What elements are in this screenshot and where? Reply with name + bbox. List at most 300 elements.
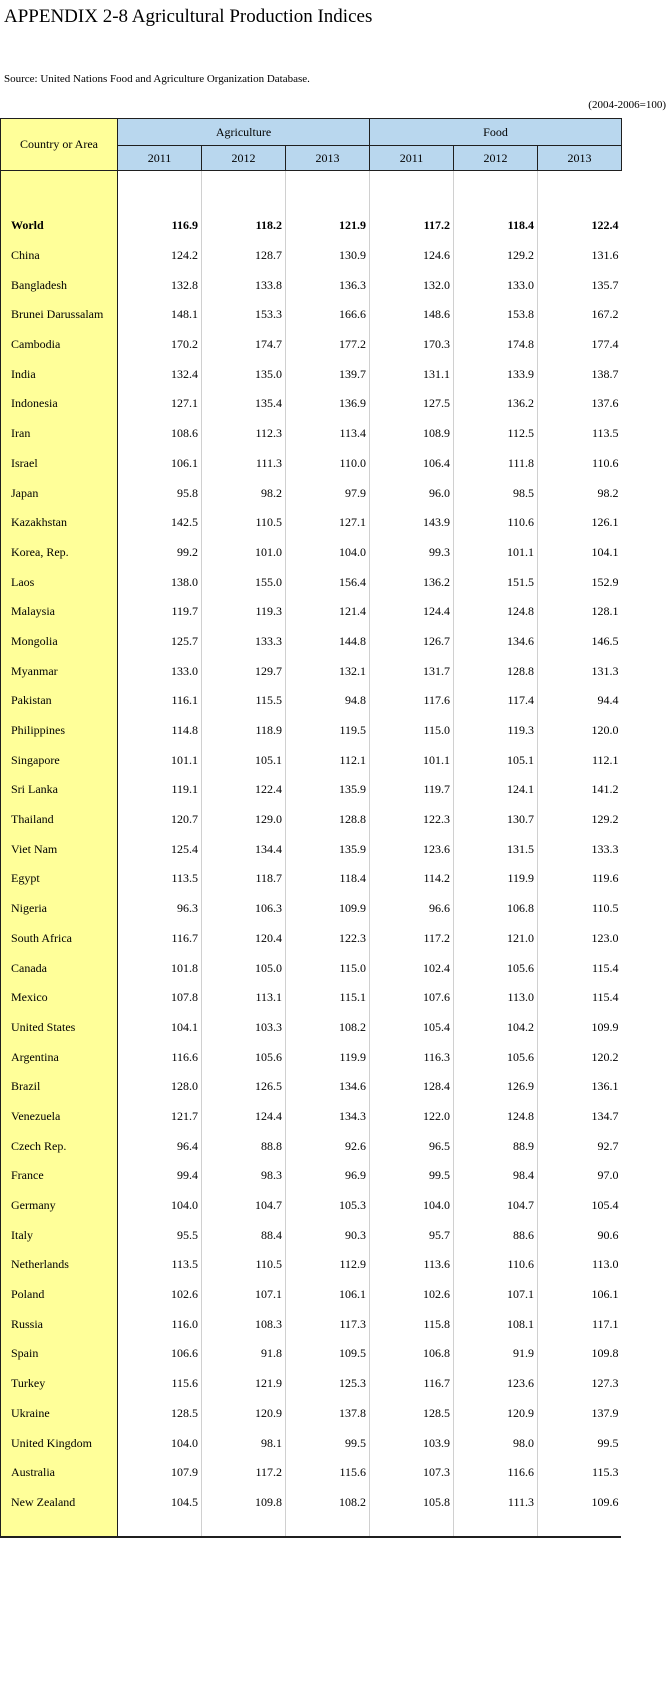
table-row xyxy=(1,270,622,300)
food-index-cell: 124.4 xyxy=(370,597,454,627)
agriculture-index-cell: 117.3 xyxy=(286,1309,370,1339)
agriculture-index-cell: 118.2 xyxy=(202,211,286,241)
agriculture-index-cell: 134.3 xyxy=(286,1102,370,1132)
agriculture-index-cell: 105.1 xyxy=(202,745,286,775)
food-index-cell: 153.8 xyxy=(454,300,538,330)
agriculture-index-cell: 133.3 xyxy=(202,627,286,657)
agriculture-index-cell: 121.9 xyxy=(202,1369,286,1399)
country-name: Indonesia xyxy=(1,389,118,419)
table-row xyxy=(1,241,622,271)
food-index-cell: 170.3 xyxy=(370,330,454,360)
agriculture-index-cell: 174.7 xyxy=(202,330,286,360)
food-index-cell: 90.6 xyxy=(538,1220,622,1250)
food-index-cell: 97.0 xyxy=(538,1161,622,1191)
agriculture-index-cell: 106.6 xyxy=(118,1339,202,1369)
food-index-cell: 111.3 xyxy=(454,1488,538,1518)
country-name: Germany xyxy=(1,1191,118,1221)
agriculture-index-cell: 125.3 xyxy=(286,1369,370,1399)
filler-cell xyxy=(118,1517,202,1536)
food-index-cell: 117.6 xyxy=(370,686,454,716)
food-index-cell: 105.4 xyxy=(538,1191,622,1221)
country-name: Poland xyxy=(1,1280,118,1310)
food-index-cell: 128.4 xyxy=(370,1072,454,1102)
agriculture-index-cell: 110.5 xyxy=(202,1250,286,1280)
agriculture-index-cell: 129.0 xyxy=(202,805,286,835)
spacer-row xyxy=(1,171,622,212)
agriculture-index-cell: 113.1 xyxy=(202,983,286,1013)
agriculture-index-cell: 125.7 xyxy=(118,627,202,657)
filler-cell xyxy=(1,1517,118,1536)
table-row xyxy=(1,1399,622,1429)
table-row xyxy=(1,419,622,449)
food-index-cell: 114.2 xyxy=(370,864,454,894)
food-index-cell: 126.9 xyxy=(454,1072,538,1102)
food-index-cell: 123.6 xyxy=(370,834,454,864)
source-note: Source: United Nations Food and Agriculture Organization Database. xyxy=(4,73,310,85)
agriculture-index-cell: 94.8 xyxy=(286,686,370,716)
country-name: Kazakhstan xyxy=(1,508,118,538)
country-name: Mongolia xyxy=(1,627,118,657)
country-name: United Kingdom xyxy=(1,1428,118,1458)
agriculture-index-cell: 108.2 xyxy=(286,1013,370,1043)
spacer-cell xyxy=(538,171,622,212)
table-row xyxy=(1,1072,622,1102)
food-index-cell: 116.6 xyxy=(454,1458,538,1488)
food-index-cell: 115.8 xyxy=(370,1309,454,1339)
country-name: Czech Rep. xyxy=(1,1131,118,1161)
food-index-cell: 134.7 xyxy=(538,1102,622,1132)
agriculture-index-cell: 88.8 xyxy=(202,1131,286,1161)
table-row xyxy=(1,894,622,924)
agriculture-index-cell: 107.1 xyxy=(202,1280,286,1310)
food-index-cell: 112.5 xyxy=(454,419,538,449)
agriculture-index-cell: 98.2 xyxy=(202,478,286,508)
table-row xyxy=(1,627,622,657)
agriculture-index-cell: 135.4 xyxy=(202,389,286,419)
food-index-cell: 127.5 xyxy=(370,389,454,419)
agriculture-index-cell: 120.4 xyxy=(202,924,286,954)
food-index-cell: 102.6 xyxy=(370,1280,454,1310)
agriculture-index-cell: 95.5 xyxy=(118,1220,202,1250)
food-index-cell: 128.1 xyxy=(538,597,622,627)
country-name: Korea, Rep. xyxy=(1,538,118,568)
agriculture-index-cell: 115.6 xyxy=(118,1369,202,1399)
agriculture-index-cell: 104.5 xyxy=(118,1488,202,1518)
country-name: Israel xyxy=(1,449,118,479)
food-index-cell: 136.2 xyxy=(454,389,538,419)
food-index-cell: 131.5 xyxy=(454,834,538,864)
country-name: Malaysia xyxy=(1,597,118,627)
food-index-cell: 117.2 xyxy=(370,924,454,954)
food-index-cell: 122.0 xyxy=(370,1102,454,1132)
table-row xyxy=(1,478,622,508)
year-header: 2013 xyxy=(538,146,622,171)
agriculture-index-cell: 120.9 xyxy=(202,1399,286,1429)
country-name: World xyxy=(1,211,118,241)
agriculture-index-cell: 129.7 xyxy=(202,656,286,686)
table-row xyxy=(1,330,622,360)
agriculture-index-cell: 122.4 xyxy=(202,775,286,805)
country-name: Argentina xyxy=(1,1042,118,1072)
agriculture-index-cell: 104.7 xyxy=(202,1191,286,1221)
agriculture-index-cell: 121.4 xyxy=(286,597,370,627)
country-name: Australia xyxy=(1,1458,118,1488)
table-row xyxy=(1,1042,622,1072)
agriculture-index-cell: 105.6 xyxy=(202,1042,286,1072)
food-index-cell: 88.6 xyxy=(454,1220,538,1250)
agriculture-group-header: Agriculture xyxy=(118,119,370,146)
food-index-cell: 131.1 xyxy=(370,359,454,389)
food-index-cell: 131.6 xyxy=(538,241,622,271)
food-index-cell: 119.3 xyxy=(454,716,538,746)
table-row xyxy=(1,1369,622,1399)
food-index-cell: 113.0 xyxy=(538,1250,622,1280)
food-index-cell: 109.6 xyxy=(538,1488,622,1518)
table-row xyxy=(1,1131,622,1161)
agriculture-index-cell: 101.8 xyxy=(118,953,202,983)
food-index-cell: 111.8 xyxy=(454,449,538,479)
agriculture-index-cell: 117.2 xyxy=(202,1458,286,1488)
food-index-cell: 127.3 xyxy=(538,1369,622,1399)
food-index-cell: 112.1 xyxy=(538,745,622,775)
food-index-cell: 106.4 xyxy=(370,449,454,479)
page-title: APPENDIX 2-8 Agricultural Production Indices xyxy=(4,6,373,27)
spacer-cell xyxy=(118,171,202,212)
food-index-cell: 102.4 xyxy=(370,953,454,983)
spacer-cell xyxy=(1,171,118,212)
table-row xyxy=(1,508,622,538)
food-index-cell: 131.3 xyxy=(538,656,622,686)
table-row xyxy=(1,538,622,568)
food-index-cell: 115.4 xyxy=(538,953,622,983)
food-index-cell: 106.8 xyxy=(370,1339,454,1369)
food-index-cell: 177.4 xyxy=(538,330,622,360)
agriculture-index-cell: 109.5 xyxy=(286,1339,370,1369)
agriculture-index-cell: 136.9 xyxy=(286,389,370,419)
food-index-cell: 133.3 xyxy=(538,834,622,864)
food-index-cell: 105.6 xyxy=(454,1042,538,1072)
table-row xyxy=(1,1161,622,1191)
agriculture-index-cell: 90.3 xyxy=(286,1220,370,1250)
agriculture-index-cell: 119.1 xyxy=(118,775,202,805)
table-row xyxy=(1,597,622,627)
filler-cell xyxy=(202,1517,286,1536)
food-index-cell: 110.6 xyxy=(454,508,538,538)
food-index-cell: 117.4 xyxy=(454,686,538,716)
table-row xyxy=(1,775,622,805)
country-name: Pakistan xyxy=(1,686,118,716)
food-index-cell: 108.1 xyxy=(454,1309,538,1339)
food-index-cell: 110.6 xyxy=(538,449,622,479)
filler-cell xyxy=(538,1517,622,1536)
food-index-cell: 122.3 xyxy=(370,805,454,835)
table-row xyxy=(1,1428,622,1458)
food-index-cell: 124.1 xyxy=(454,775,538,805)
food-index-cell: 110.5 xyxy=(538,894,622,924)
table-row xyxy=(1,686,622,716)
food-group-header: Food xyxy=(370,119,622,146)
food-index-cell: 137.9 xyxy=(538,1399,622,1429)
indices-table xyxy=(0,118,622,1536)
food-index-cell: 107.1 xyxy=(454,1280,538,1310)
table-row xyxy=(1,716,622,746)
table-row xyxy=(1,924,622,954)
country-name: New Zealand xyxy=(1,1488,118,1518)
agriculture-index-cell: 101.0 xyxy=(202,538,286,568)
table-row xyxy=(1,211,622,241)
country-name: Sri Lanka xyxy=(1,775,118,805)
table-row xyxy=(1,1013,622,1043)
agriculture-index-cell: 104.1 xyxy=(118,1013,202,1043)
agriculture-index-cell: 139.7 xyxy=(286,359,370,389)
food-index-cell: 113.5 xyxy=(538,419,622,449)
table-row xyxy=(1,449,622,479)
country-name: Turkey xyxy=(1,1369,118,1399)
food-index-cell: 124.8 xyxy=(454,597,538,627)
food-index-cell: 105.8 xyxy=(370,1488,454,1518)
agriculture-index-cell: 91.8 xyxy=(202,1339,286,1369)
agriculture-index-cell: 113.4 xyxy=(286,419,370,449)
food-index-cell: 124.6 xyxy=(370,241,454,271)
agriculture-index-cell: 101.1 xyxy=(118,745,202,775)
food-index-cell: 113.0 xyxy=(454,983,538,1013)
country-name: Iran xyxy=(1,419,118,449)
food-index-cell: 128.8 xyxy=(454,656,538,686)
filler-cell xyxy=(454,1517,538,1536)
food-index-cell: 109.9 xyxy=(538,1013,622,1043)
agriculture-index-cell: 127.1 xyxy=(118,389,202,419)
table-row xyxy=(1,805,622,835)
agriculture-index-cell: 144.8 xyxy=(286,627,370,657)
agriculture-index-cell: 116.9 xyxy=(118,211,202,241)
agriculture-index-cell: 112.3 xyxy=(202,419,286,449)
table-row xyxy=(1,1280,622,1310)
food-index-cell: 131.7 xyxy=(370,656,454,686)
agriculture-index-cell: 177.2 xyxy=(286,330,370,360)
food-index-cell: 96.5 xyxy=(370,1131,454,1161)
food-index-cell: 108.9 xyxy=(370,419,454,449)
agriculture-index-cell: 155.0 xyxy=(202,567,286,597)
food-index-cell: 98.5 xyxy=(454,478,538,508)
agriculture-index-cell: 121.9 xyxy=(286,211,370,241)
agriculture-index-cell: 112.1 xyxy=(286,745,370,775)
country-name: United States xyxy=(1,1013,118,1043)
agriculture-index-cell: 118.9 xyxy=(202,716,286,746)
agriculture-index-cell: 92.6 xyxy=(286,1131,370,1161)
food-index-cell: 126.7 xyxy=(370,627,454,657)
food-index-cell: 174.8 xyxy=(454,330,538,360)
indices-table-container xyxy=(0,118,621,1537)
food-index-cell: 104.2 xyxy=(454,1013,538,1043)
food-index-cell: 92.7 xyxy=(538,1131,622,1161)
agriculture-index-cell: 99.2 xyxy=(118,538,202,568)
food-index-cell: 101.1 xyxy=(454,538,538,568)
food-index-cell: 152.9 xyxy=(538,567,622,597)
agriculture-index-cell: 136.3 xyxy=(286,270,370,300)
agriculture-index-cell: 104.0 xyxy=(286,538,370,568)
food-index-cell: 117.2 xyxy=(370,211,454,241)
agriculture-index-cell: 115.1 xyxy=(286,983,370,1013)
country-name: Italy xyxy=(1,1220,118,1250)
agriculture-index-cell: 99.4 xyxy=(118,1161,202,1191)
table-row xyxy=(1,1191,622,1221)
food-index-cell: 103.9 xyxy=(370,1428,454,1458)
filler-row xyxy=(1,1517,622,1536)
agriculture-index-cell: 128.7 xyxy=(202,241,286,271)
agriculture-index-cell: 116.0 xyxy=(118,1309,202,1339)
food-index-cell: 99.3 xyxy=(370,538,454,568)
table-row xyxy=(1,745,622,775)
agriculture-index-cell: 115.0 xyxy=(286,953,370,983)
food-index-cell: 99.5 xyxy=(538,1428,622,1458)
agriculture-index-cell: 166.6 xyxy=(286,300,370,330)
food-index-cell: 98.2 xyxy=(538,478,622,508)
country-column-header: Country or Area xyxy=(1,119,118,171)
food-index-cell: 104.7 xyxy=(454,1191,538,1221)
agriculture-index-cell: 102.6 xyxy=(118,1280,202,1310)
agriculture-index-cell: 109.8 xyxy=(202,1488,286,1518)
agriculture-index-cell: 126.5 xyxy=(202,1072,286,1102)
food-index-cell: 141.2 xyxy=(538,775,622,805)
food-index-cell: 118.4 xyxy=(454,211,538,241)
food-index-cell: 101.1 xyxy=(370,745,454,775)
table-row xyxy=(1,953,622,983)
table-row xyxy=(1,1250,622,1280)
country-name: Egypt xyxy=(1,864,118,894)
table-row xyxy=(1,1309,622,1339)
agriculture-index-cell: 130.9 xyxy=(286,241,370,271)
food-index-cell: 123.0 xyxy=(538,924,622,954)
agriculture-index-cell: 132.1 xyxy=(286,656,370,686)
base-period-note: (2004-2006=100) xyxy=(588,99,666,111)
country-name: Cambodia xyxy=(1,330,118,360)
food-index-cell: 116.3 xyxy=(370,1042,454,1072)
country-name: Brunei Darussalam xyxy=(1,300,118,330)
spacer-cell xyxy=(370,171,454,212)
agriculture-index-cell: 118.4 xyxy=(286,864,370,894)
food-index-cell: 105.6 xyxy=(454,953,538,983)
agriculture-index-cell: 111.3 xyxy=(202,449,286,479)
agriculture-index-cell: 114.8 xyxy=(118,716,202,746)
agriculture-index-cell: 96.9 xyxy=(286,1161,370,1191)
food-index-cell: 96.0 xyxy=(370,478,454,508)
spacer-cell xyxy=(202,171,286,212)
agriculture-index-cell: 96.3 xyxy=(118,894,202,924)
food-index-cell: 115.3 xyxy=(538,1458,622,1488)
agriculture-index-cell: 132.4 xyxy=(118,359,202,389)
country-name: Russia xyxy=(1,1309,118,1339)
year-header: 2012 xyxy=(202,146,286,171)
table-row xyxy=(1,300,622,330)
year-header: 2012 xyxy=(454,146,538,171)
food-index-cell: 151.5 xyxy=(454,567,538,597)
food-index-cell: 167.2 xyxy=(538,300,622,330)
agriculture-index-cell: 124.2 xyxy=(118,241,202,271)
food-index-cell: 91.9 xyxy=(454,1339,538,1369)
filler-cell xyxy=(286,1517,370,1536)
food-index-cell: 88.9 xyxy=(454,1131,538,1161)
food-index-cell: 105.4 xyxy=(370,1013,454,1043)
table-body xyxy=(1,171,622,1537)
food-index-cell: 129.2 xyxy=(538,805,622,835)
food-index-cell: 104.0 xyxy=(370,1191,454,1221)
food-index-cell: 136.2 xyxy=(370,567,454,597)
country-name: Spain xyxy=(1,1339,118,1369)
agriculture-index-cell: 104.0 xyxy=(118,1428,202,1458)
agriculture-index-cell: 96.4 xyxy=(118,1131,202,1161)
country-name: Viet Nam xyxy=(1,834,118,864)
food-index-cell: 138.7 xyxy=(538,359,622,389)
agriculture-index-cell: 106.3 xyxy=(202,894,286,924)
food-index-cell: 122.4 xyxy=(538,211,622,241)
agriculture-index-cell: 97.9 xyxy=(286,478,370,508)
spacer-cell xyxy=(454,171,538,212)
agriculture-index-cell: 107.9 xyxy=(118,1458,202,1488)
food-index-cell: 119.7 xyxy=(370,775,454,805)
table-row xyxy=(1,389,622,419)
agriculture-index-cell: 99.5 xyxy=(286,1428,370,1458)
agriculture-index-cell: 128.8 xyxy=(286,805,370,835)
food-index-cell: 137.6 xyxy=(538,389,622,419)
agriculture-index-cell: 156.4 xyxy=(286,567,370,597)
food-index-cell: 135.7 xyxy=(538,270,622,300)
agriculture-index-cell: 108.3 xyxy=(202,1309,286,1339)
year-header: 2013 xyxy=(286,146,370,171)
food-index-cell: 129.2 xyxy=(454,241,538,271)
food-index-cell: 104.1 xyxy=(538,538,622,568)
agriculture-index-cell: 105.3 xyxy=(286,1191,370,1221)
agriculture-index-cell: 133.8 xyxy=(202,270,286,300)
food-index-cell: 133.9 xyxy=(454,359,538,389)
agriculture-index-cell: 134.4 xyxy=(202,834,286,864)
food-index-cell: 146.5 xyxy=(538,627,622,657)
table-row xyxy=(1,1339,622,1369)
agriculture-index-cell: 116.1 xyxy=(118,686,202,716)
agriculture-index-cell: 135.9 xyxy=(286,775,370,805)
agriculture-index-cell: 112.9 xyxy=(286,1250,370,1280)
agriculture-index-cell: 119.9 xyxy=(286,1042,370,1072)
agriculture-index-cell: 116.6 xyxy=(118,1042,202,1072)
food-index-cell: 128.5 xyxy=(370,1399,454,1429)
food-index-cell: 107.6 xyxy=(370,983,454,1013)
agriculture-index-cell: 104.0 xyxy=(118,1191,202,1221)
country-name: Venezuela xyxy=(1,1102,118,1132)
country-name: Thailand xyxy=(1,805,118,835)
country-name: Philippines xyxy=(1,716,118,746)
year-header: 2011 xyxy=(118,146,202,171)
food-index-cell: 120.0 xyxy=(538,716,622,746)
agriculture-index-cell: 115.6 xyxy=(286,1458,370,1488)
agriculture-index-cell: 116.7 xyxy=(118,924,202,954)
country-name: India xyxy=(1,359,118,389)
food-index-cell: 113.6 xyxy=(370,1250,454,1280)
agriculture-index-cell: 138.0 xyxy=(118,567,202,597)
country-name: Myanmar xyxy=(1,656,118,686)
agriculture-index-cell: 137.8 xyxy=(286,1399,370,1429)
table-row xyxy=(1,1488,622,1518)
country-name: Laos xyxy=(1,567,118,597)
spacer-cell xyxy=(286,171,370,212)
table-row xyxy=(1,864,622,894)
food-index-cell: 120.9 xyxy=(454,1399,538,1429)
agriculture-index-cell: 105.0 xyxy=(202,953,286,983)
agriculture-index-cell: 170.2 xyxy=(118,330,202,360)
country-name: China xyxy=(1,241,118,271)
agriculture-index-cell: 135.9 xyxy=(286,834,370,864)
agriculture-index-cell: 133.0 xyxy=(118,656,202,686)
agriculture-index-cell: 106.1 xyxy=(286,1280,370,1310)
agriculture-index-cell: 118.7 xyxy=(202,864,286,894)
